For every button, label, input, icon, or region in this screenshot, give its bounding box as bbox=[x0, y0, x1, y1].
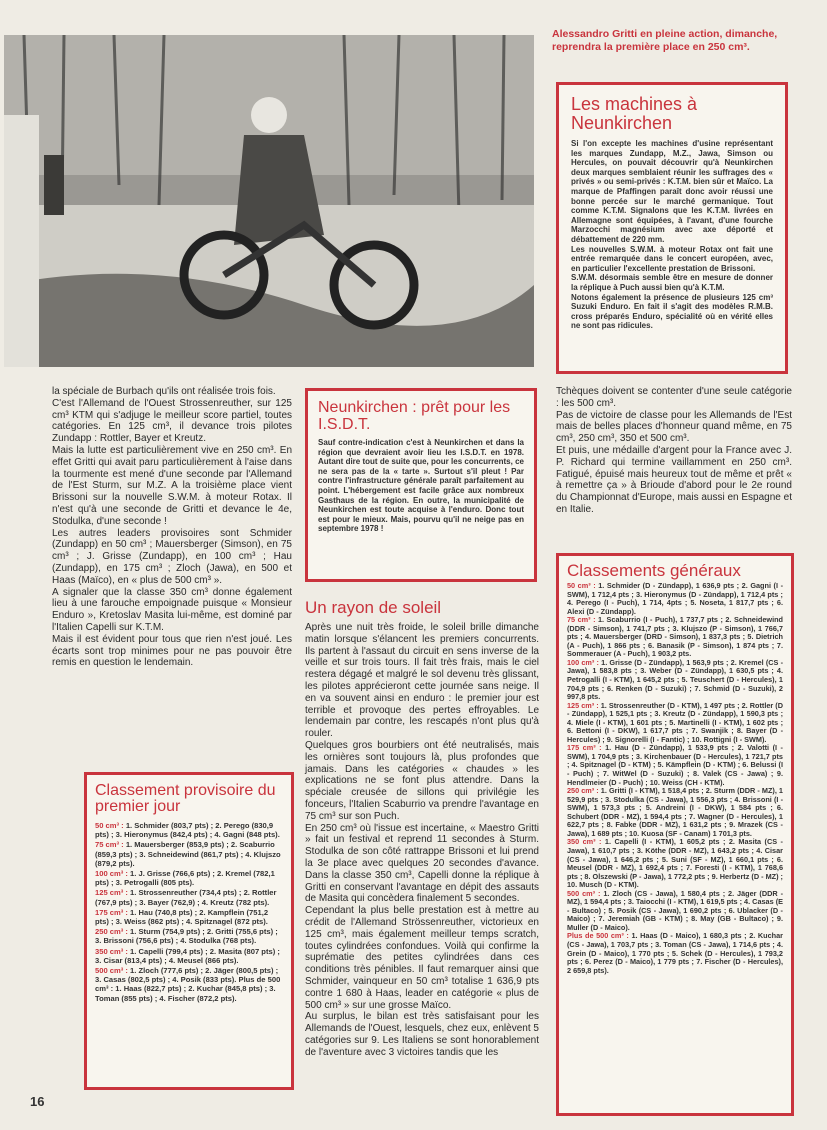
class-label: 125 cm³ : bbox=[95, 888, 128, 898]
ranking-text: 1. Capelli (I - KTM), 1 605,2 pts ; 2. Masita (CS - Jawa), 1 610,7 pts ; 3. Köthe (DDR - MZ), 1 643,2 pts ; 4. Cisar (CS - Jawa), 1 646,2 pts ; 5. Suni (SF - MZ), 1 660,1 pts ; 6. Meusel (DDR - MZ), 1 692,4 pts ; 7. Foresti (I - KTM), 1 768,6 pts ; 8. Olszewski (P - Jawa), 1 772,2 pts ; 9. Herbertz (D - MZ) ; 10. Musch (D - KTM). bbox=[567, 837, 783, 890]
ranking-text: 1. Grisse (D - Zündapp), 1 563,9 pts ; 2. Kremel (CS - Jawa), 1 583,8 pts ; 3. Weber (D - Zündapp), 1 630,5 pts ; 4. Petrogalli (I - KTM), 1 645,2 pts ; 5. Teuschert (D - Hercules), 1 704,9 pts ; 6. Renken (D - Suzuki) ; 7. Schmid (D - Suzuki), 2 997,8 pts. bbox=[567, 657, 784, 702]
class-label: 500 cm³ : bbox=[95, 966, 128, 976]
ranking-entry bbox=[567, 616, 783, 659]
ranking-text: 1. Hau (740,8 pts) ; 2. Kampflein (751,2 pts) ; 3. Weiss (862 pts) ; 4. Spitznagel (872 pts). bbox=[95, 907, 269, 927]
article-paragraph: Au surplus, le bilan est très satisfaisant pour les Allemands de l'Ouest, lesquels, chez eux, enlèvent 5 catégories sur 9. Les Italiens se sont honorablement de l'aventure avec 3 victoires tandis que les bbox=[305, 1011, 539, 1058]
ranking-entry bbox=[95, 908, 283, 926]
class-label: 75 cm³ : bbox=[567, 615, 596, 625]
class-label: 500 cm³ : bbox=[567, 888, 601, 898]
class-label: 175 cm³ : bbox=[95, 907, 128, 917]
machines-title: Les machines à Neunkirchen bbox=[571, 94, 698, 133]
ranking-entry bbox=[567, 659, 783, 702]
article-paragraph: Mais la lutte est particulièrement vive en 250 cm³. En effet Gritti qui avait paru particulièrement à l'aise dans la tourmente est mené d'une seconde par l'Allemand de l'Est Sturm, sur M.Z. A la troisième place vient Brissoni sur la nouvelle S.W.M. à moteur Rotax. Il n'est qu'à une seconde de Gritti et devance le 4e, Stodulka, d'une seconde ! bbox=[52, 444, 292, 527]
class-label: 100 cm³ : bbox=[567, 657, 599, 667]
machines-paragraph: Si l'on excepte les machines d'usine représentant les marques Zundapp, M.Z., Jawa, Simson ou Hercules, on pouvait découvrir qu'à Neunkirchen deux marques semblaient réunir les suffrages des « privés » ou semi-privés : K.T.M. bien sûr et Maïco. La marque de Pfaffingen paraît donc avoir réussi une bonne percée sur le marché germanique. Tout comme K.T.M. Signalons que les K.T.M. livrées en Allemagne sont équipées, à l'avant, d'une fourche Marzocchi magnésium avec axe déporté et débattement de 220 mm. bbox=[571, 139, 773, 244]
ranking-entry bbox=[567, 890, 783, 933]
class-label: 125 cm³ : bbox=[567, 700, 599, 710]
ranking-entry bbox=[95, 840, 283, 868]
machines-sidebar bbox=[556, 82, 788, 374]
article-paragraph: En 250 cm³ où l'issue est incertaine, « Maestro Gritti » fait un festival et reprend 11 secondes à Sturm. Stodulka de son côté rattrappe Brissoni et lui prend la 3e place avec quelques 20 secondes d'avance. Dans la classe 350 cm³, Capelli donne la réplique à Gritti en conservant l'avantage en dépit des assauts de Masita qui concèdera finalement 5 secondes. bbox=[305, 822, 539, 905]
article-paragraph: A signaler que la classe 350 cm³ donne également lieu à une farouche empoignade puisque « Monsieur Enduro », Kretoslav Masita lui-même, est dominé par l'Italien Capelli sur K.T.M. bbox=[52, 586, 292, 633]
ranking-entry bbox=[567, 838, 783, 889]
class-label: 100 cm³ : bbox=[95, 869, 128, 879]
ranking-text: 1. Capelli (799,4 pts) ; 2. Masita (807 pts) ; 3. Cisar (813,4 pts) ; 4. Meusel (866 pts). bbox=[95, 946, 280, 965]
article-paragraph: Après une nuit très froide, le soleil brille dimanche matin lorsque s'élancent les premiers concurrents. Ils partent à l'assaut du circuit en sens inverse de la veille et sur trois tours. Il fait très frais, mais le ciel restera dégagé et malgré le sol devenu très glissant, les pilotes apprécieront cette journée sans neige. Il en va souvent ainsi en enduro : le premier jour est terrible et provoque des pertes effroyables. Le lendemain par contre, les rescapés n'ont plus qu'à rouler. bbox=[305, 622, 539, 740]
machines-paragraph: Les nouvelles S.W.M. à moteur Rotax ont fait une entrée remarquée dans le concert européen, avec, en particulier l'excellente prestation de Brissoni. bbox=[571, 244, 773, 273]
ranking-text: 1. Mauersberger (853,9 pts) ; 2. Scaburrio (859,3 pts) ; 3. Schneidewind (861,7 pts) ; 4. Klujszo (879,2 pts). bbox=[95, 840, 281, 868]
machines-paragraph: Notons également la présence de plusieurs 125 cm³ Suzuki Enduro. En fait il s'agit des modèles R.M.B. cross préparés Enduro, spécialité où en vérité elles ne sont pas ridicules. bbox=[571, 292, 773, 331]
ranking-text: 1. Zloch (CS - Jawa), 1 580,4 pts ; 2. Jäger (DDR - MZ), 1 594,4 pts ; 3. Taiocchi (I - KTM), 1 619,5 pts ; 4. Casas (E - Bultaco) ; 5. Posik (CS - Jawa), 1 690,2 pts ; 6. Ublacker (D - Maico) ; 7. Jeremiah (GB - KTM) ; 8. May (GB - Bultaco) ; 9. Muller (D - Maico). bbox=[567, 888, 783, 932]
ranking-entry bbox=[95, 869, 283, 887]
ranking-text: 1. Zloch (777,6 pts) ; 2. Jäger (800,5 pts) ; 3. Casas (802,5 pts) ; 4. Posik (833 pts). Plus de 500 cm³ : 1. Haas (822,7 pts) ; 2. Kuchar (845,8 pts) ; 3. Toman (855 pts) ; 4. Fischer (872,2 pts). bbox=[95, 966, 281, 1003]
ranking-text: 1. Schmider (803,7 pts) ; 2. Perego (830,9 pts) ; 3. Hieronymus (842,4 pts) ; 4. Gagni (848 pts). bbox=[95, 821, 280, 840]
neunkirchen-body: Sauf contre-indication c'est à Neunkirchen et dans la région que devraient avoir lieu les I.S.D.T. en 1978. Autant dire tout de suite que, pour les concurrents, ce ne sera pas de la « tarte ». Surtout s'il pleut ! Par contre l'infrastructure générale paraît parfaitement au point. L'hébergement est facile grâce aux nombreux Gasthaus de la région. En outre, la municipalité de Neunkirchen est toute acquise à l'enduro. Donc tout est pour le mieux. Mais, pourvu qu'il ne neige pas en septembre 1978 ! bbox=[318, 438, 524, 534]
ranking-text: 1. Strossenreuther (D - KTM), 1 497 pts ; 2. Rottler (D - Zündapp), 1 525,1 pts ; 3. Kreutz (D - Zündapp), 1 590,3 pts ; 4. Miele (I - KTM), 1 601 pts ; 5. Martinelli (I - KTM), 1 602 pts ; 6. Bettoni (I - DKW), 1 617,7 pts ; 7. Swanjik ; 8. Bayer (D - Hercules) ; 9. Signorelli (I - Fantic) ; 10. Rottigni (I - SWM). bbox=[567, 700, 784, 744]
machines-paragraph: S.W.M. désormais semble être en mesure de donner la réplique à Puch aussi bien qu'à K.T.M. bbox=[571, 273, 773, 292]
general-ranking-box bbox=[556, 553, 794, 1116]
article-paragraph: Et puis, une médaille d'argent pour la France avec J. P. Richard qui termine vaillamment en 250 cm³. Fatigué, épuisé mais heureux tout de même et prêt « à remettre ça » à Brioude d'abord pour le 2e round du Championnat d'Europe, mais aussi en Espagne et en Italie. bbox=[556, 444, 792, 515]
page-number: 16 bbox=[30, 1094, 45, 1109]
article-paragraph: Quelques gros bourbiers ont été neutralisés, mais les ornières sont toujours là, plus profondes que jamais. Dans les catégories « chaudes » les explications ne se font plus attendre. Dans la spéciale creusée de sillons qui privilégie les fonceurs, l'Italien Scaburrio va prendre l'avantage en 75 cm³ sur son Puch. bbox=[305, 739, 539, 822]
provisional-ranking-box bbox=[84, 772, 294, 1090]
ranking-text: 1. Strossenreuther (734,4 pts) ; 2. Rottler (767,9 pts) ; 3. Bayer (762,9) ; 4. Kreutz (782 pts). bbox=[95, 888, 277, 907]
right-column bbox=[556, 386, 792, 516]
ranking-text: 1. J. Grisse (766,6 pts) ; 2. Kremel (782,1 pts) ; 3. Petrogalli (805 pts). bbox=[95, 869, 275, 888]
rider-photo bbox=[4, 35, 534, 367]
ranking-entry bbox=[95, 966, 283, 1003]
article-paragraph: la spéciale de Burbach qu'ils ont réalisée trois fois. bbox=[52, 386, 276, 397]
provisional-title: Classement provisoire du premier jour bbox=[95, 782, 276, 815]
ranking-entry bbox=[95, 821, 283, 839]
neunkirchen-box bbox=[305, 388, 537, 582]
photo-caption: Alessandro Gritti en pleine action, dimanche, reprendra la première place en 250 cm³. bbox=[552, 28, 778, 53]
class-label: 50 cm³ : bbox=[567, 581, 596, 590]
ranking-text: 1. Sturm (754,9 pts) ; 2. Gritti (755,6 pts) ; 3. Brissoni (756,6 pts) ; 4. Stodulka (768 pts). bbox=[95, 927, 278, 946]
ranking-entry bbox=[95, 888, 283, 906]
ranking-entry bbox=[567, 744, 783, 787]
class-label: 50 cm³ : bbox=[95, 821, 124, 830]
class-label: 250 cm³ : bbox=[567, 786, 599, 796]
article-paragraph: Tchèques doivent se contenter d'une seule catégorie : les 500 cm³. bbox=[556, 386, 792, 409]
article-paragraph: Pas de victoire de classe pour les Allemands de l'Est mais de belles places d'honneur quand même, en 75 cm³, 250 cm³, 350 et 500 cm³. bbox=[556, 409, 792, 445]
class-label: 350 cm³ : bbox=[567, 837, 602, 847]
article-paragraph: C'est l'Allemand de l'Ouest Strossenreuther, sur 125 cm³ KTM qui s'adjuge le meilleur score partiel, toutes catégories. En 125 cm³, il devance trois pilotes Zundapp : Rottler, Bayer et Kreutz. bbox=[52, 397, 292, 445]
ranking-text: 1. Scaburrio (I - Puch), 1 737,7 pts ; 2. Schneidewind (DDR - Simson), 1 741,7 pts ; 3. Klujszo (P - Simson), 1 766,7 pts ; 4. Mauersberger (DRD - Simson), 1 837,3 pts ; 5. Dietrich (A - Puch), 1 866 pts ; 6. Banasik (P - Simson), 1 874 pts ; 7. Sommerauer (A - Puch), 1 903,2 pts. bbox=[567, 615, 784, 659]
ranking-text: 1. Haas (D - Maico), 1 680,3 pts ; 2. Kuchar (CS - Jawa), 1 703,7 pts ; 3. Toman (CS - Jawa), 1 714,6 pts ; 4. Grein (D - Maico), 1 770 pts ; 5. Schek (D - Hercules), 1 793,2 pts ; 6. Perez (D - Maico), 1 779 pts ; 7. Fischer (D - Hercules), 2 659,8 pts). bbox=[567, 931, 784, 975]
left-column bbox=[52, 386, 292, 669]
ranking-entry bbox=[95, 927, 283, 945]
article-paragraph: Mais il est évident pour tous que rien n'est joué. Les écarts sont trop minimes pour ne pas pouvoir être remis en question le lendemain. bbox=[52, 633, 292, 669]
rayon-title: Un rayon de soleil bbox=[305, 598, 442, 617]
class-label: 250 cm³ : bbox=[95, 927, 128, 937]
ranking-text: 1. Schmider (D - Zündapp), 1 636,9 pts ; 2. Gagni (I - SWM), 1 712,4 pts ; 3. Hieronymus (D - Zündapp), 1 712,4 pts ; 4. Perego (I - Puch), 1 714, 4pts ; 5. Noseta, 1 817,7 pts ; 6. Alexi (D - Zündapp). bbox=[567, 581, 783, 616]
ranking-entry bbox=[567, 787, 783, 838]
article-paragraph: Cependant la plus belle prestation est à mettre au crédit de l'Allemand Strössenreuther, victorieux en 125 cm³, mais également meilleur temps scratch, toutes cylindrées confondues. Voilà qui confirme la suprématie des petites cylindrées dans ces conditions très pénibles. Il faut remarquer ainsi que Schmider, vainqueur en 50 cm³ totalise 1 636,9 pts contre 1 680 à Haas, leader en catégorie « plus de 500 cm³ » sur une grosse Maïco. bbox=[305, 905, 539, 1011]
ranking-entry bbox=[567, 932, 783, 975]
ranking-text: 1. Hau (D - Zündapp), 1 533,9 pts ; 2. Valotti (I - SWM), 1 704,9 pts ; 3. Kirchenbauer (D - Hercules), 1 721,7 pts ; 4. Spitznagel (D - KTM) ; 5. Kämpflein (D - KTM) ; 6. Belussi (I - Puch) ; 7. WitWel (D - Suzuki) ; 8. Valek (CS - Jawa) ; 9. Hendlmeier (D - Puch) ; 10. Weiss (CH - KTM). bbox=[567, 743, 783, 787]
middle-column bbox=[305, 622, 539, 1058]
class-label: 75 cm³ : bbox=[95, 840, 124, 850]
ranking-entry bbox=[567, 702, 783, 745]
class-label: 175 cm³ : bbox=[567, 743, 602, 753]
class-label: Plus de 500 cm³ : bbox=[567, 931, 629, 941]
class-label: 350 cm³ : bbox=[95, 946, 128, 956]
neunkirchen-title: Neunkirchen : prêt pour les I.S.D.T. bbox=[318, 399, 511, 433]
general-title: Classements généraux bbox=[567, 561, 741, 580]
ranking-entry bbox=[567, 582, 783, 616]
ranking-entry bbox=[95, 947, 283, 965]
article-paragraph: Les autres leaders provisoires sont Schmider (Zundapp) en 50 cm³ ; Mauersberger (Simson), en 75 cm³ ; J. Grisse (Zundapp), en 100 cm³ ; Hau (Zundapp), en 175 cm³ ; Zloch (Jawa), en 500 et Haas (Maïco), en « plus de 500 cm³ ». bbox=[52, 527, 292, 586]
ranking-text: 1. Gritti (I - KTM), 1 518,4 pts ; 2. Sturm (DDR - MZ), 1 529,9 pts ; 3. Stodulka (CS - Jawa), 1 556,3 pts ; 4. Brissoni (I - SWM), 1 573,3 pts ; 5. Andreini (I - DKW), 1 584 pts ; 6. Schubert (DDR - MZ), 1 594,4 pts ; 7. Wagner (D - Hercules), 1 622,7 pts ; 8. Fabke (DDR - MZ), 1 631,2 pts ; 9. Mrazek (CS - Jawa), 1 689 pts ; 10. Kuosa (SF - Canam) 1 701,3 pts. bbox=[567, 786, 783, 838]
